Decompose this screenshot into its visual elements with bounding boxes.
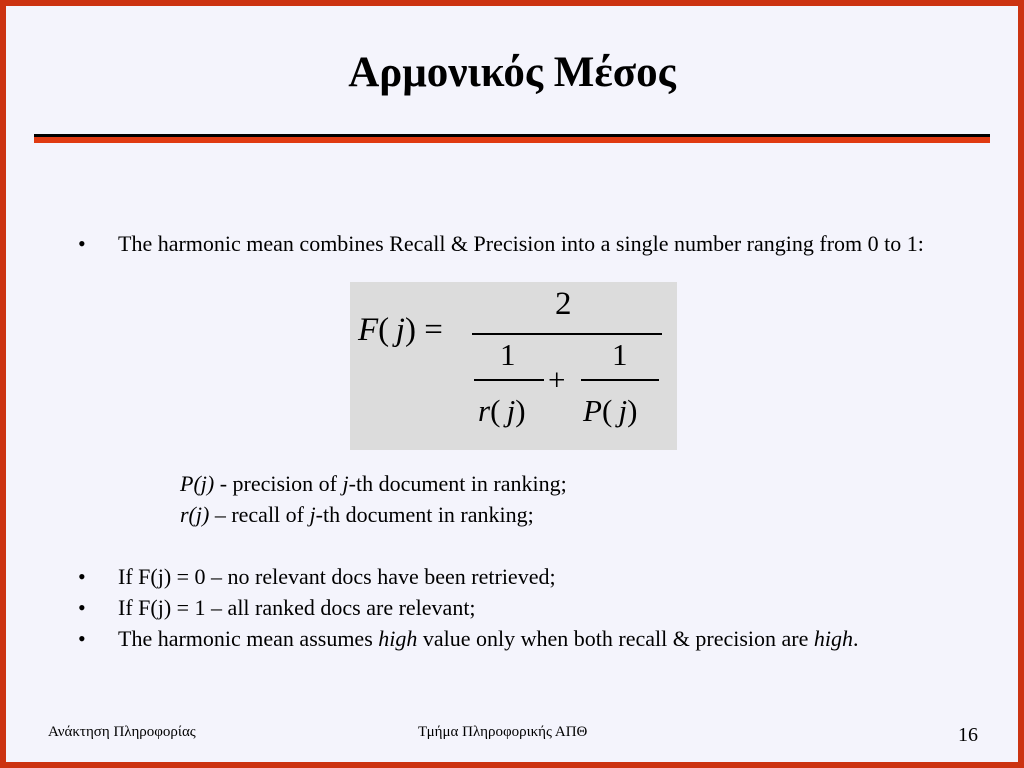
definition-precision: P(j) - precision of j-th document in ranking; xyxy=(180,471,567,496)
page-number: 16 xyxy=(958,724,978,746)
formula-main-fraction-bar xyxy=(472,333,662,335)
formula-inner-numerator-2: 1 xyxy=(612,337,628,372)
harmonic-mean-formula xyxy=(350,282,677,450)
bullet-marker: • xyxy=(78,626,86,651)
bullet-text: The harmonic mean combines Recall & Precision into a single number ranging from 0 to 1: xyxy=(118,231,924,256)
formula-inner-numerator-1: 1 xyxy=(500,337,516,372)
formula-inner-bar-1 xyxy=(474,379,544,381)
formula-plus: + xyxy=(548,362,566,397)
bullet-marker: • xyxy=(78,595,86,620)
footer-course-name: Ανάκτηση Πληροφορίας xyxy=(48,724,196,740)
formula-precision-denominator: P( j) xyxy=(583,393,638,428)
bullet-text: The harmonic mean assumes high value only when both recall & precision are high. xyxy=(118,626,859,651)
bullet-text: If F(j) = 0 – no relevant docs have been retrieved; xyxy=(118,564,556,589)
bullet-marker: • xyxy=(78,231,86,256)
title-divider-red xyxy=(34,137,990,143)
bullet-marker: • xyxy=(78,564,86,589)
bullet-text: If F(j) = 1 – all ranked docs are relevant; xyxy=(118,595,476,620)
formula-inner-bar-2 xyxy=(581,379,659,381)
slide-title: Αρμονικός Μέσος xyxy=(348,49,676,96)
formula-lhs: F( j) = xyxy=(358,312,443,348)
formula-numerator: 2 xyxy=(555,286,572,322)
footer-department: Τμήμα Πληροφορικής ΑΠΘ xyxy=(418,724,588,740)
formula-recall-denominator: r( j) xyxy=(478,393,526,428)
definition-recall: r(j) – recall of j-th document in ranking; xyxy=(180,502,534,527)
